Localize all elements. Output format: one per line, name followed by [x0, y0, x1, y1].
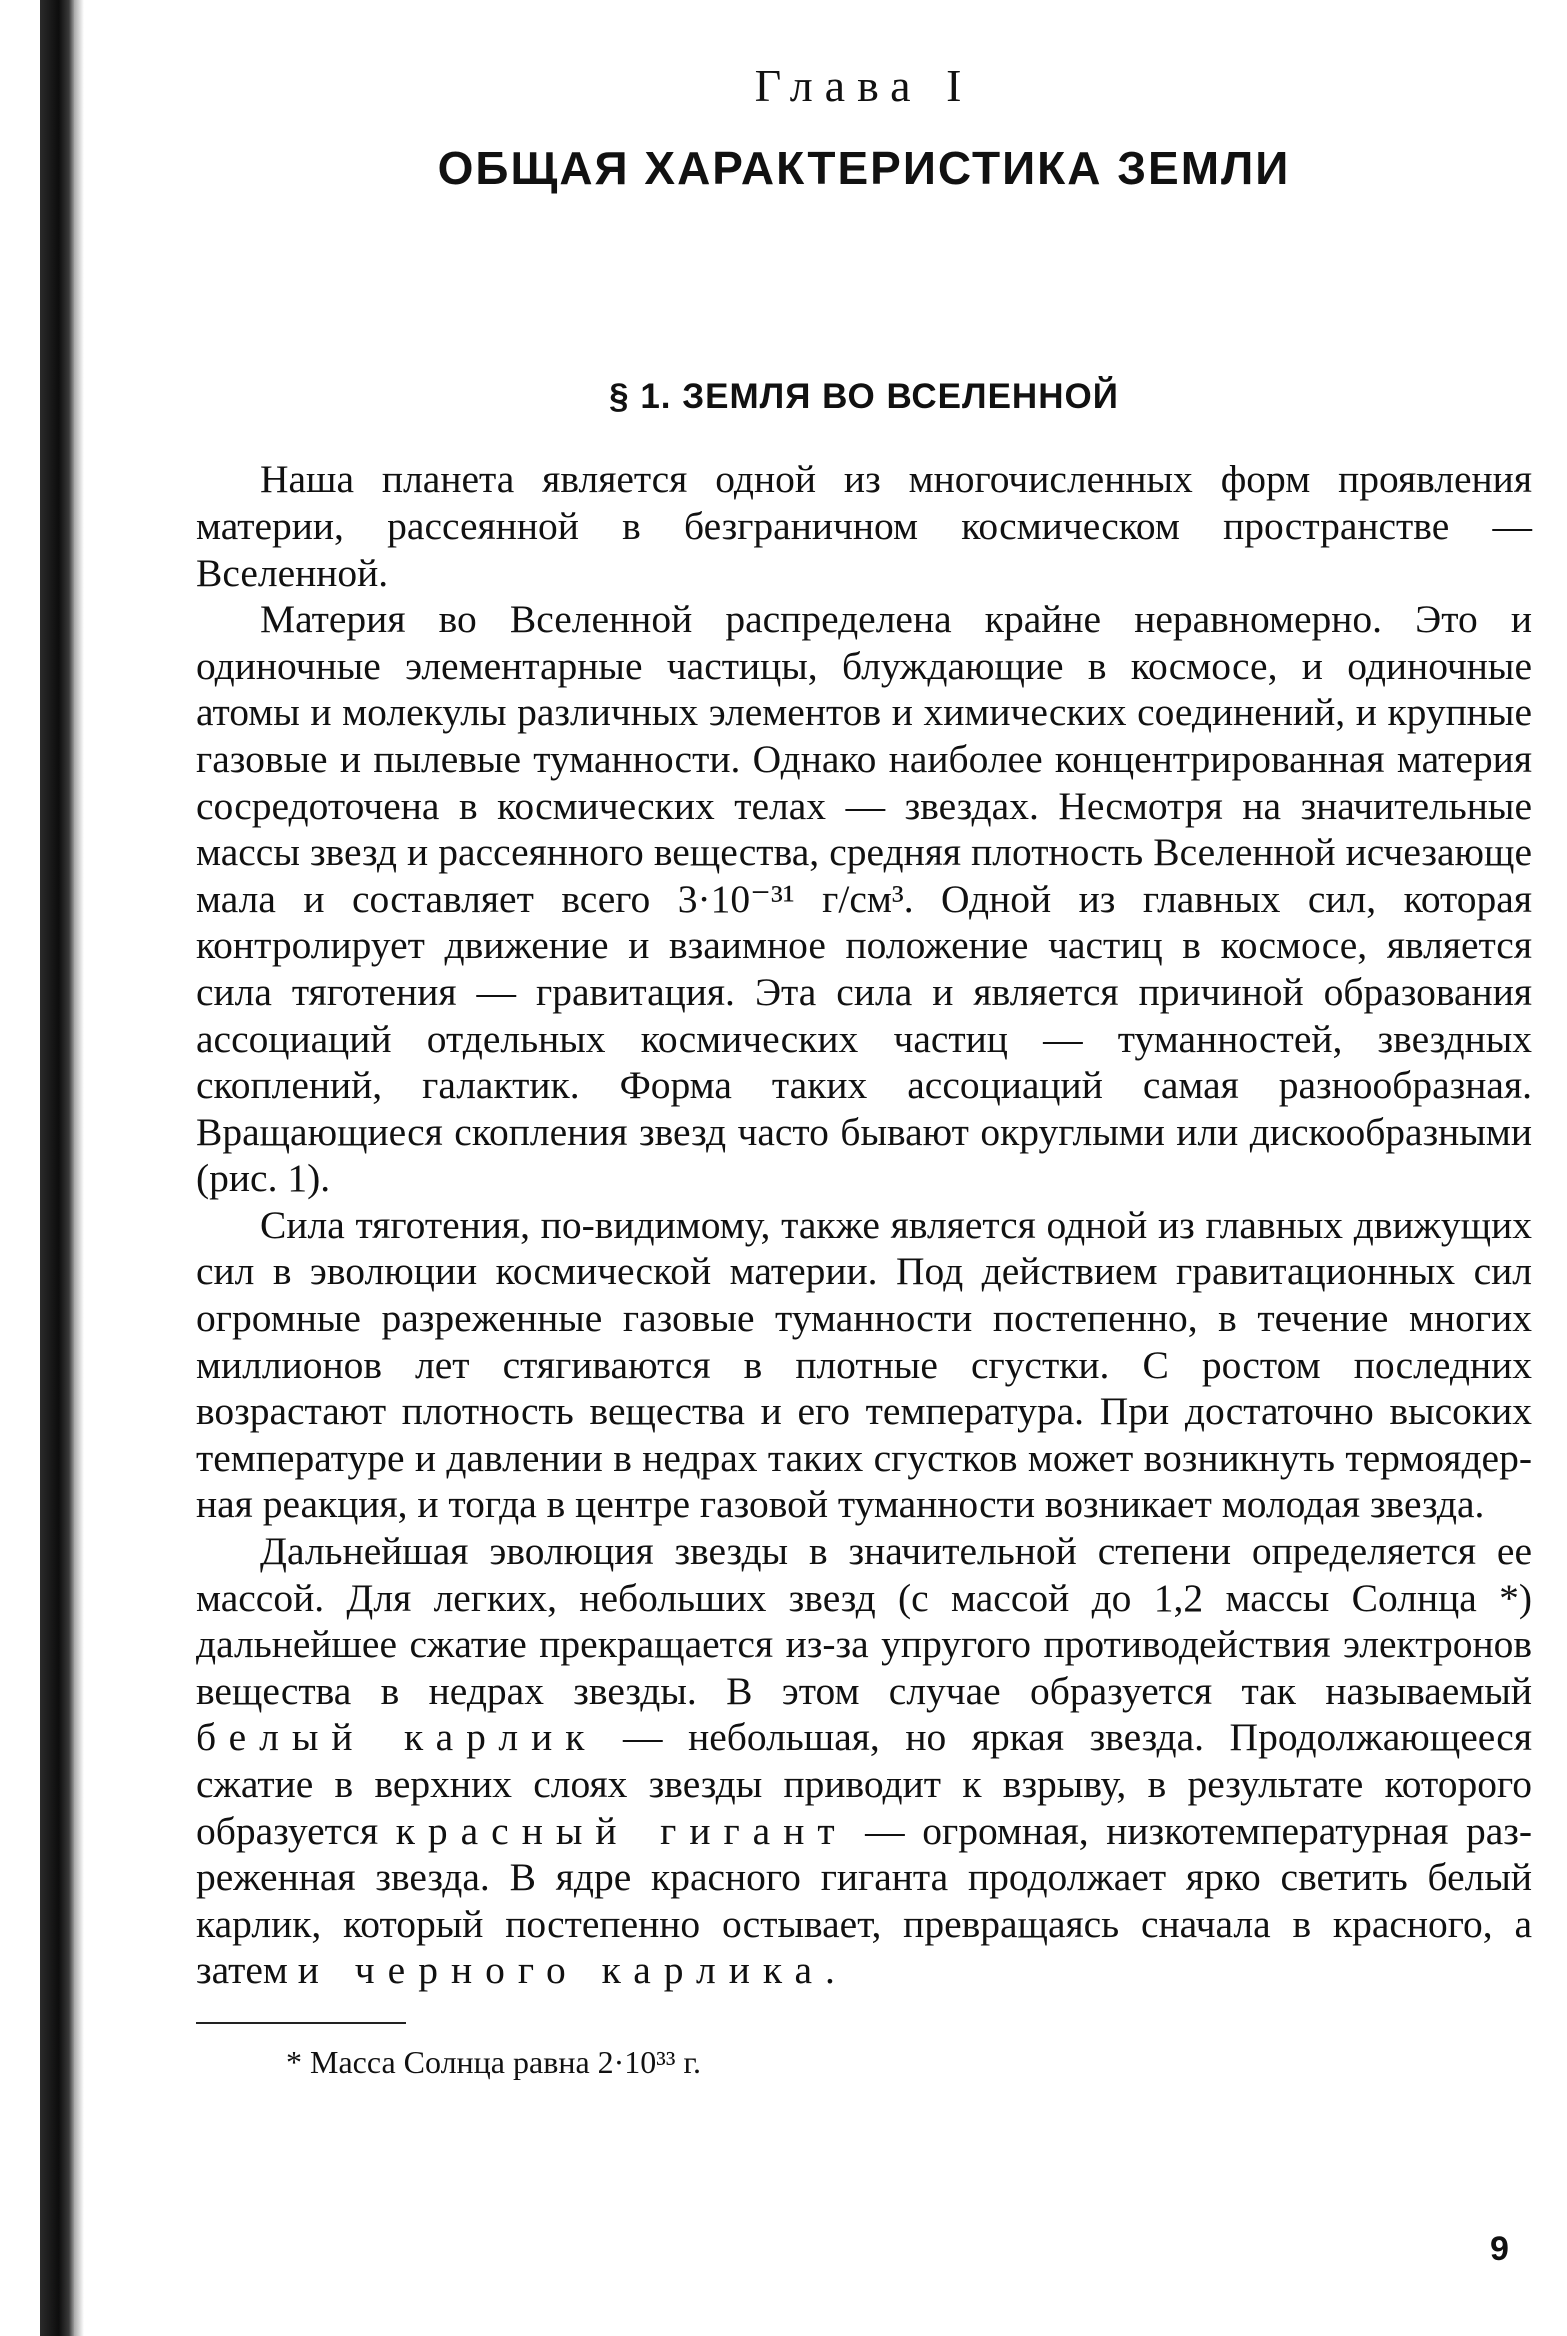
footnote: * Масса Солнца равна 2·10³³ г.	[286, 2043, 701, 2080]
paragraph-4-part-1: Дальнейшая эволюция звезды в значительной степени определяется ее массой. Для легких, небольших звезд (с массой до 1,2 массы Солнца *) дальнейшее сжатие прекращается из-за упругого противодействия электронов вещества в недрах звезды. В этом случае образуется так называемый	[196, 1529, 1532, 1713]
term-red-giant: красный гигант	[395, 1808, 848, 1853]
paragraph-4-part-4: .	[825, 1948, 835, 1993]
section-title: § 1. ЗЕМЛЯ ВО ВСЕЛЕННОЙ	[609, 377, 1119, 417]
book-page	[196, 58, 1532, 2084]
paragraph-2: Материя во Вселенной распределена крайне неравномерно. Это и одиночные элементарные частицы, блуждающие в космосе, и одиночные атомы и молекулы различных элементов и химических соединений, и крупные газовые и пылевые туманности. Однако наиболее концентрированная материя сосредоточена в космических телах — звездах. Несмотря на значительные массы звезд и рассеянного вещества, средняя плотность Вселенной исчезающе мала и составляет всего 3·10⁻³¹ г/см³. Одной из главных сил, которая контролирует движение и взаимное положение частиц в космосе, является сила тяготения — гравитация. Эта сила и является причиной образования ассоциаций отдельных космических частиц — туманностей, звездных скоплений, галактик. Форма таких ассоциаций самая разнообразная. Вращающиеся скопления звезд часто бывают округлыми или дискообразными (рис. 1).	[196, 597, 1532, 1201]
page-binding-edge	[40, 0, 74, 2336]
term-black-dwarf: и черного карлика	[297, 1948, 826, 1993]
page-number: 9	[1490, 2230, 1509, 2268]
chapter-title: ОБЩАЯ ХАРАКТЕРИСТИКА ЗЕМЛИ	[437, 142, 1291, 195]
paragraph-4-part-3: — огромная, низкотемпературная разреженная звезда. В ядре красного гиганта продолжает ярко светить белый карлик, который постепенно остывает, превращаясь сначала в красного, а затем	[196, 1808, 1533, 1993]
chapter-label: Глава I	[754, 60, 974, 111]
body-text	[196, 456, 1532, 1994]
paragraph-3: Сила тяготения, по-видимому, также является одной из главных движущих сил в эволюции космической материи. Под действием гравитационных сил огромные разреженные газовые туманности постепенно, в течение многих миллионов лет стягиваются в плотные сгустки. С ростом последних возрастают плотность вещества и его температура. При достаточно высоких температуре и давлении в недрах таких сгустков может возникнуть термоядерная реакция, и тогда в центре газовой туманности возникает молодая звезда.	[196, 1202, 1532, 1527]
paragraph-4	[196, 1528, 1532, 1994]
footnote-divider	[196, 2022, 406, 2024]
term-white-dwarf: белый карлик	[196, 1715, 598, 1760]
paragraph-1: Наша планета является одной из многочисленных форм проявления материи, рассеянной в безграничном космическом пространстве — Вселенной.	[196, 457, 1532, 595]
paragraph-4-part-2: — небольшая, но яркая звезда. Продолжающееся сжатие в верхних слоях звезды приводит к взрыву, в результате которого образуется	[196, 1715, 1532, 1853]
